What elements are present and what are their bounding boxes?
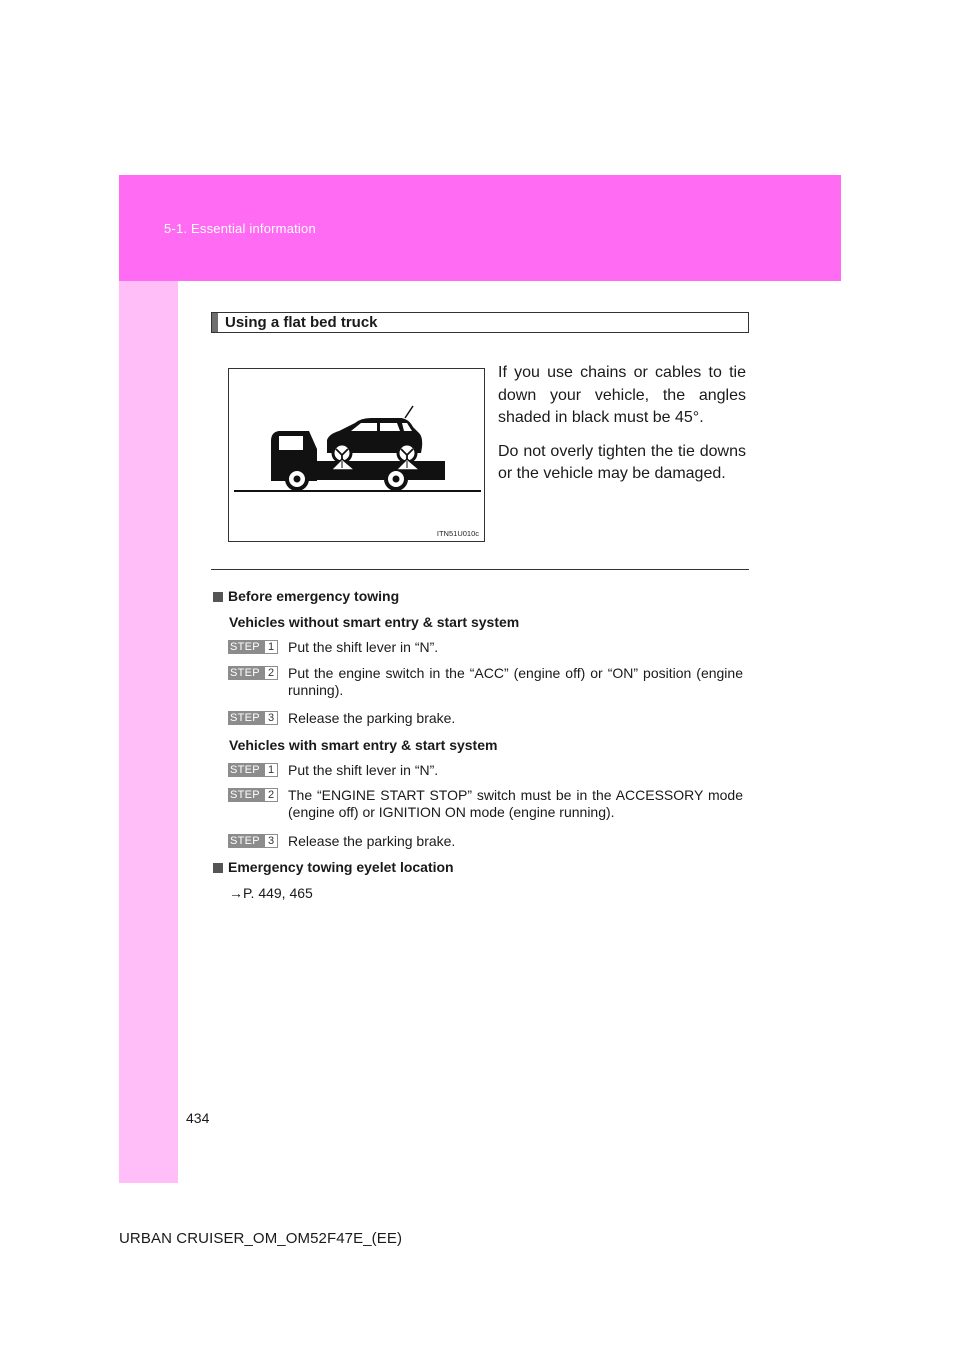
group-title-without-smart-entry: Vehicles without smart entry & start system (229, 614, 520, 630)
group-title-with-smart-entry: Vehicles with smart entry & start system (229, 737, 498, 753)
step-text: The “ENGINE START STOP” switch must be in the ACCESSORY mode (engine off) or IGNITION ON mode (engine running). (288, 787, 743, 820)
section-title: 5-1. Essential information (164, 221, 316, 236)
step-text: Put the engine switch in the “ACC” (engine off) or “ON” position (engine running). (288, 665, 743, 698)
side-tab-band (119, 281, 178, 1183)
step-badge: STEP 3 (228, 834, 278, 848)
step-badge: STEP 1 (228, 640, 278, 654)
heading-accent-bar (212, 313, 218, 332)
figure-code: ITN51U010c (436, 529, 479, 538)
square-bullet-icon (213, 863, 223, 873)
step-text: Release the parking brake. (288, 833, 456, 849)
document-footer: URBAN CRUISER_OM_OM52F47E_(EE) (119, 1230, 403, 1247)
section-divider (211, 569, 749, 570)
step-text: Put the shift lever in “N”. (288, 639, 439, 655)
caption-paragraph: If you use chains or cables to tie down your vehicle, the angles shaded in black must be 45°. (498, 364, 746, 426)
step-badge: STEP 1 (228, 763, 278, 777)
figure-caption (498, 362, 746, 497)
caption-paragraph: Do not overly tighten the tie downs or the vehicle may be damaged. (498, 442, 746, 482)
flatbed-truck-illustration (228, 368, 485, 542)
step-text: Put the shift lever in “N”. (288, 762, 439, 778)
flatbed-truck-drawing (229, 369, 484, 541)
eyelet-page-reference[interactable]: →P. 449, 465 (229, 885, 313, 901)
eyelet-heading: Emergency towing eyelet location (213, 859, 454, 876)
step-badge: STEP 2 (228, 666, 278, 680)
subsection-heading-text: Using a flat bed truck (225, 314, 378, 331)
square-bullet-icon (213, 592, 223, 602)
page-number: 434 (186, 1110, 210, 1126)
step-badge: STEP 3 (228, 711, 278, 725)
step-badge: STEP 2 (228, 788, 278, 802)
before-towing-heading: Before emergency towing (213, 588, 399, 605)
step-text: Release the parking brake. (288, 710, 456, 726)
subsection-heading (211, 312, 749, 333)
